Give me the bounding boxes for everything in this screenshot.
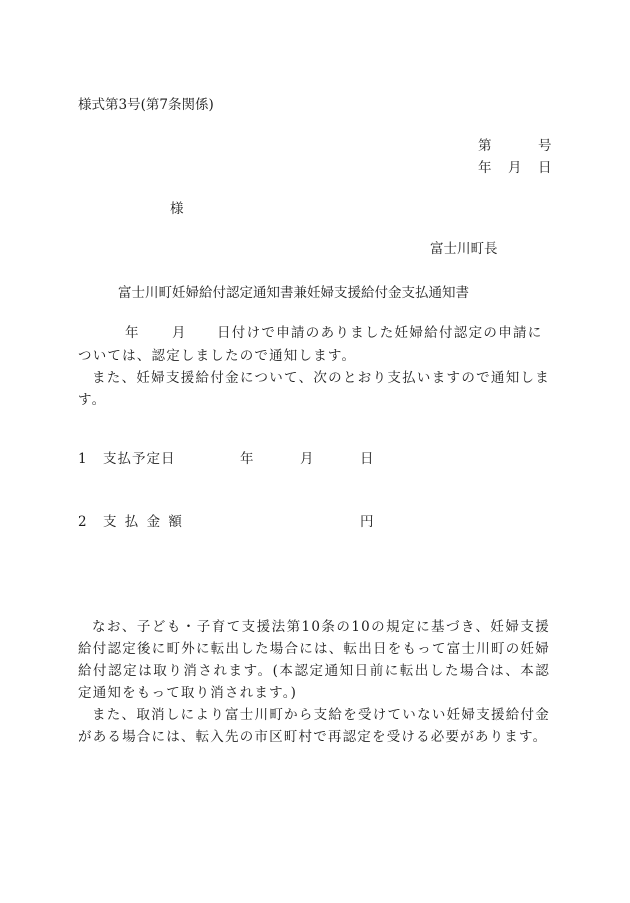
notes-paragraph: [78, 616, 550, 748]
intro-year-label: 年: [125, 325, 139, 341]
intro-month-label: 月: [172, 325, 186, 341]
item2-number: 2: [78, 514, 87, 530]
item1-number: 1: [78, 451, 87, 467]
document-title: 富士川町妊婦給付認定通知書兼妊婦支援給付金支払通知書: [118, 285, 469, 301]
date-year-label: 年: [478, 160, 492, 176]
doc-number-label: 第: [478, 138, 492, 154]
doc-number-suffix: 号: [538, 138, 552, 154]
item1-day-label: 日: [360, 451, 374, 467]
item1-label: 支払予定日: [103, 451, 176, 467]
date-month-label: 月: [508, 160, 522, 176]
item1-month-label: 月: [300, 451, 314, 467]
recipient-suffix: 様: [170, 201, 184, 217]
notes-para2: また、取消しにより富士川町から支給を受けていない妊婦支援給付金がある場合には、転入先の市区町村で再認定を受ける必要があります。: [78, 707, 550, 745]
notes-para1: なお、子ども・子育て支援法第10条の10の規定に基づき、妊婦支援給付認定後に町外に転出した場合には、転出日をもって富士川町の妊婦給付認定は取り消されます。(本認定通知日前に転出した場合は、本認定通知をもって取り消されます。): [78, 619, 550, 701]
date-day-label: 日: [538, 160, 552, 176]
item1-year-label: 年: [240, 451, 254, 467]
intro-line2: ついては、認定しましたので通知します。: [78, 348, 357, 364]
intro-paragraph: [78, 345, 550, 411]
form-number: 様式第3号(第7条関係): [78, 97, 214, 113]
intro-line1-rest: 日付けで申請のありました妊婦給付認定の申請に: [217, 325, 543, 341]
intro-para2: また、妊婦支援給付金について、次のとおり支払いますので通知します。: [78, 370, 550, 408]
issuer: 富士川町長: [430, 241, 498, 257]
item2-label: 支 払 金 額: [103, 514, 184, 530]
item2-unit-label: 円: [360, 514, 374, 530]
